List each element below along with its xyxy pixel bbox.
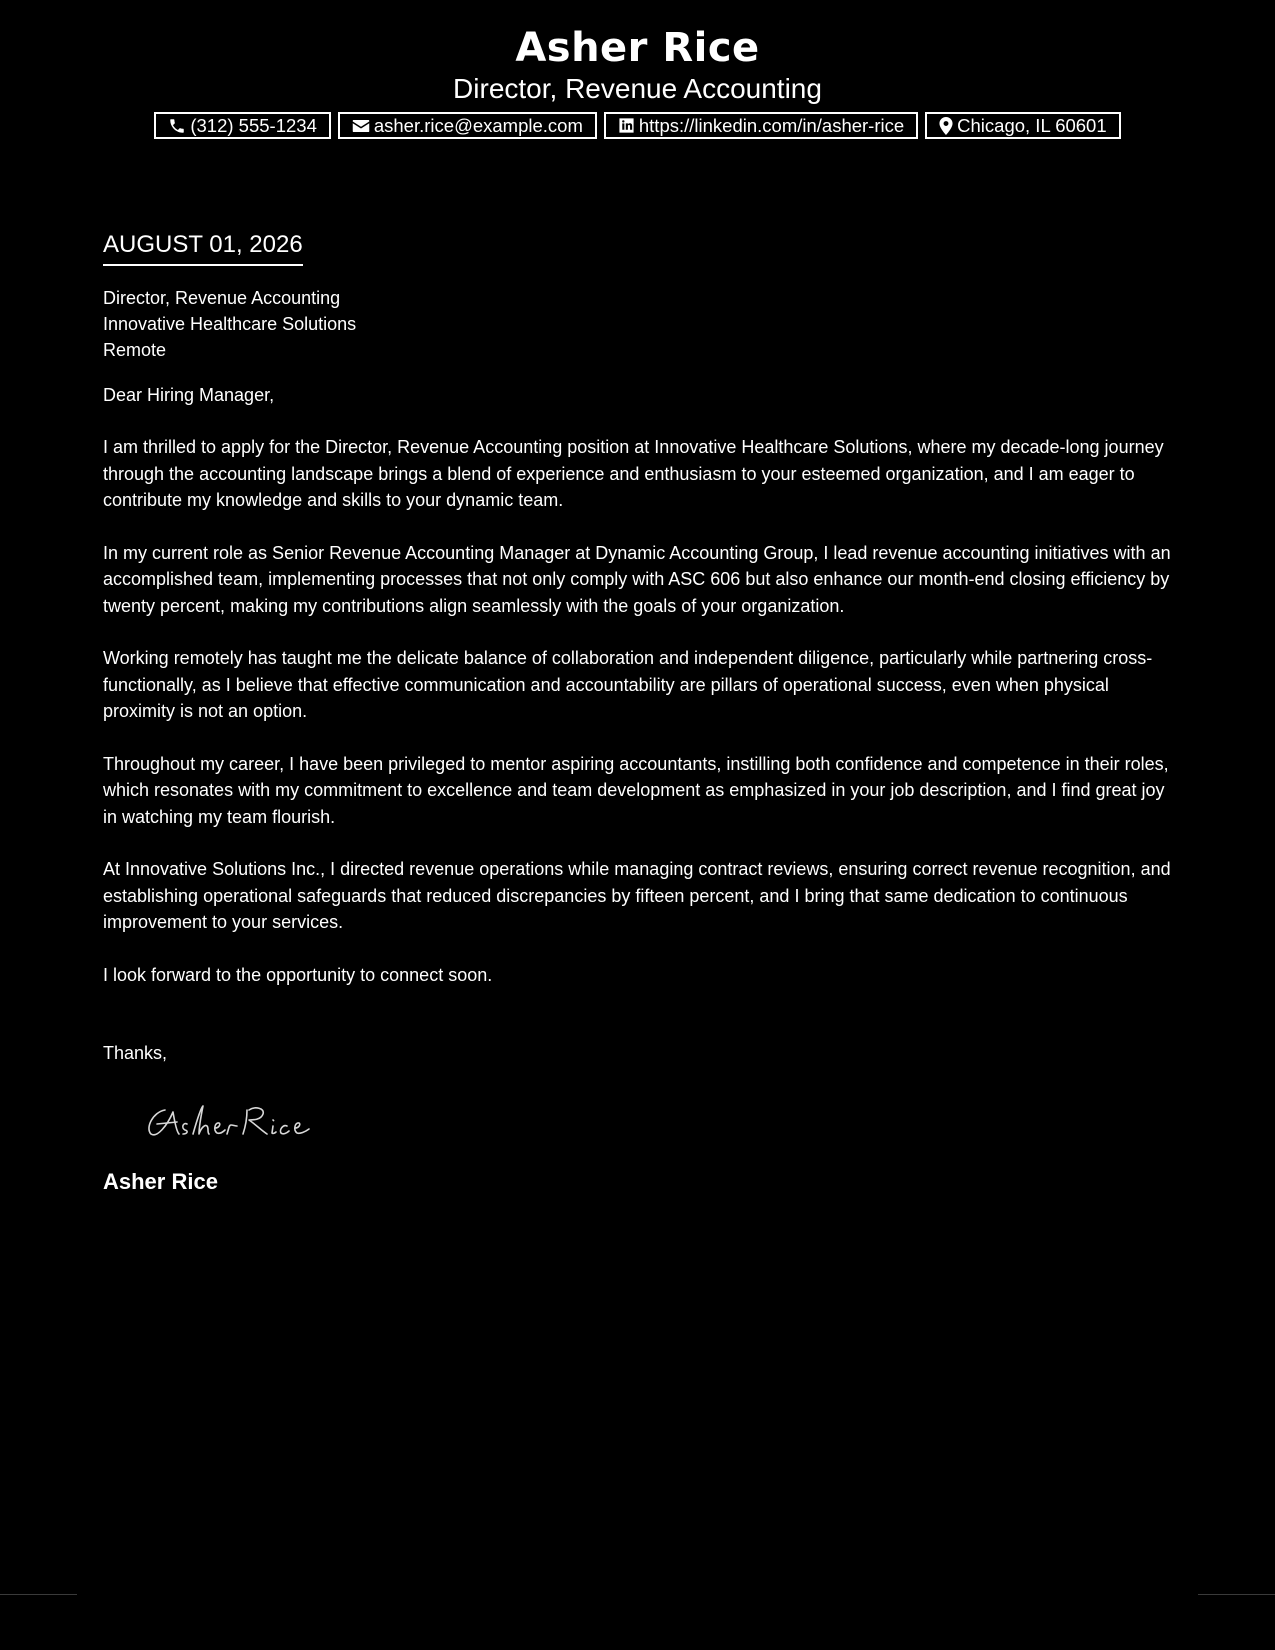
footer-divider-left [0, 1594, 77, 1595]
paragraph: I look forward to the opportunity to connect soon. [103, 964, 493, 985]
letter-header [0, 22, 1275, 139]
contact-email[interactable] [338, 112, 597, 139]
recipient-company: Innovative Healthcare Solutions [103, 314, 357, 334]
contact-phone-text: (312) 555-1234 [190, 114, 317, 136]
paragraph: Throughout my career, I have been privileged to mentor aspiring accountants, instilling both confidence and competence in their roles, which resonates with my commitment to excellence and team development as emphasized in your job description, and I find great joy in watching my team flourish. [103, 753, 1169, 827]
paragraph: I am thrilled to apply for the Director, Revenue Accounting position at Innovative Healthcare Solutions, where my decade-long journey through the accounting landscape brings a blend of experience and enthusiasm to your esteemed organization, and I am eager to contribute my knowledge and skills to your dynamic team. [103, 437, 1164, 510]
letter-paragraphs [103, 434, 1183, 988]
paragraph: In my current role as Senior Revenue Accounting Manager at Dynamic Accounting Group, I lead revenue accounting initiatives with an accomplished team, implementing processes that not only comply with ASC 606 but also enhance our month-end closing efficiency by twenty percent, making my contributions align seamlessly with the goals of your organization. [103, 542, 1171, 616]
salutation: Dear Hiring Manager, [103, 385, 275, 405]
phone-icon [168, 117, 186, 135]
contact-bar [0, 112, 1275, 139]
envelope-icon [352, 118, 370, 134]
contact-linkedin-text: https://linkedin.com/in/asher-rice [638, 114, 905, 136]
recipient-block [103, 285, 1183, 363]
footer-divider-right [1198, 1594, 1275, 1595]
map-pin-icon [939, 117, 953, 135]
paragraph: At Innovative Solutions Inc., I directed revenue operations while managing contract reviews, ensuring correct revenue recognition, and establishing operational safeguards that reduced discrepancies by fifteen percent, and I bring that same dedication to continuous improvement to your services. [103, 859, 1171, 932]
recipient-title: Director, Revenue Accounting [103, 288, 341, 308]
recipient-location: Remote [103, 340, 167, 360]
letter-date: AUGUST 01, 2026 [103, 228, 303, 266]
contact-linkedin[interactable] [604, 112, 918, 139]
applicant-title: Director, Revenue Accounting [453, 73, 822, 104]
contact-phone[interactable] [154, 112, 331, 139]
signer-name: Asher Rice [103, 1169, 218, 1194]
applicant-name: Asher Rice [515, 25, 760, 71]
letter-body [103, 228, 1183, 1196]
contact-location[interactable] [925, 112, 1120, 139]
signoff: Thanks, [103, 1043, 168, 1063]
paragraph: Working remotely has taught me the delicate balance of collaboration and independent diligence, particularly while partnering cross-functionally, as I believe that effective communication and accountability are pillars of operational success, even when physical proximity is not an option. [103, 648, 1153, 721]
linkedin-icon [618, 117, 635, 134]
contact-email-text: asher.rice@example.com [373, 114, 583, 136]
signature-image [143, 1098, 1183, 1142]
contact-location-text: Chicago, IL 60601 [957, 114, 1107, 136]
